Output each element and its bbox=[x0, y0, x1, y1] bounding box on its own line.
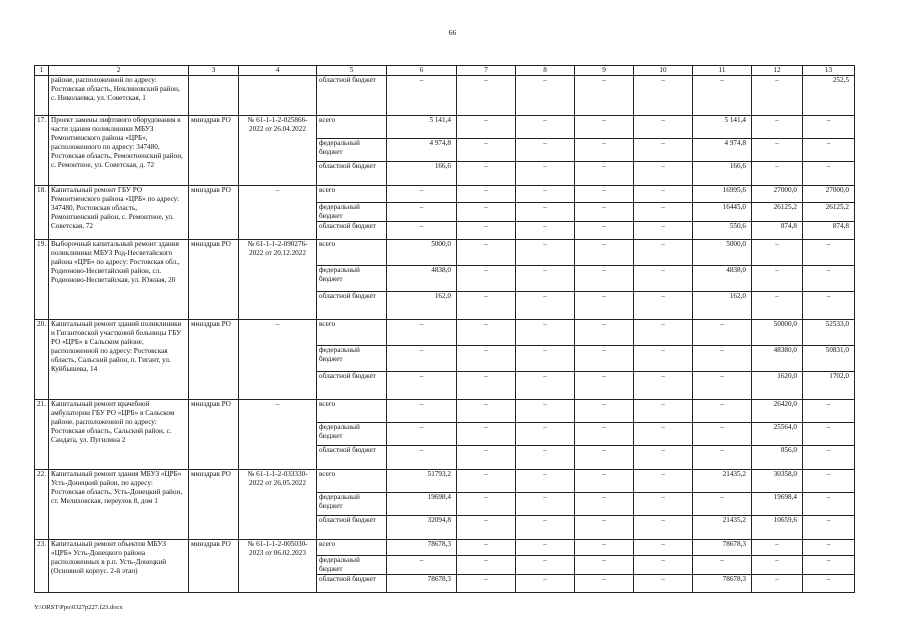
amount-cell: – bbox=[575, 575, 634, 593]
amount-cell: – bbox=[387, 76, 457, 116]
funding-source: всего bbox=[317, 540, 387, 556]
row-number: 21. bbox=[35, 400, 49, 470]
row-number: 20. bbox=[35, 320, 49, 400]
responsible-org: минздрав РО bbox=[189, 116, 239, 186]
amount-cell: 5000,0 bbox=[693, 240, 752, 266]
amount-cell: – bbox=[457, 446, 516, 470]
responsible-org bbox=[189, 76, 239, 116]
expertise-doc bbox=[239, 76, 317, 116]
amount-cell: – bbox=[752, 240, 803, 266]
funding-source: всего bbox=[317, 470, 387, 493]
object-name: Капитальный ремонт объектов МБУЗ «ЦРБ» Усть-Донецкого района расположенных в р.п. Усть-Донецкий (Основной корпус. 2-й этап) bbox=[49, 540, 189, 593]
amount-cell: – bbox=[634, 446, 693, 470]
amount-cell: – bbox=[516, 203, 575, 222]
table-row bbox=[35, 470, 855, 493]
amount-cell: 21435,2 bbox=[693, 470, 752, 493]
amount-cell: 874,8 bbox=[803, 222, 855, 240]
amount-cell: 5 141,4 bbox=[387, 116, 457, 139]
amount-cell: – bbox=[575, 186, 634, 203]
amount-cell: – bbox=[803, 540, 855, 556]
amount-cell: – bbox=[752, 292, 803, 320]
amount-cell: – bbox=[457, 516, 516, 540]
amount-cell: – bbox=[752, 76, 803, 116]
responsible-org: минздрав РО bbox=[189, 540, 239, 593]
expertise-doc: – bbox=[239, 186, 317, 240]
funding-source: всего bbox=[317, 186, 387, 203]
amount-cell: – bbox=[457, 292, 516, 320]
expertise-doc: – bbox=[239, 400, 317, 470]
amount-cell: 50831,0 bbox=[803, 346, 855, 372]
amount-cell: – bbox=[752, 575, 803, 593]
amount-cell: – bbox=[575, 540, 634, 556]
expertise-doc: № 61-1-1-2-090276-2022 от 20.12.2022 bbox=[239, 240, 317, 320]
amount-cell: – bbox=[516, 575, 575, 593]
amount-cell: – bbox=[516, 139, 575, 162]
amount-cell: – bbox=[457, 400, 516, 423]
amount-cell: – bbox=[575, 162, 634, 186]
amount-cell: – bbox=[516, 116, 575, 139]
row-number: 23. bbox=[35, 540, 49, 593]
amount-cell: – bbox=[516, 516, 575, 540]
row-number: 19. bbox=[35, 240, 49, 320]
amount-cell: – bbox=[457, 470, 516, 493]
amount-cell: – bbox=[516, 222, 575, 240]
amount-cell: – bbox=[457, 493, 516, 516]
amount-cell: – bbox=[516, 76, 575, 116]
amount-cell: – bbox=[457, 540, 516, 556]
amount-cell: – bbox=[387, 446, 457, 470]
amount-cell: 874,8 bbox=[752, 222, 803, 240]
amount-cell: – bbox=[516, 400, 575, 423]
funding-source: областной бюджет bbox=[317, 575, 387, 593]
funding-source: областной бюджет bbox=[317, 292, 387, 320]
amount-cell: – bbox=[387, 400, 457, 423]
amount-cell: – bbox=[575, 516, 634, 540]
amount-cell: – bbox=[516, 470, 575, 493]
funding-source: федеральный бюджет bbox=[317, 203, 387, 222]
object-name: Проект замены лифтового оборудования в части здания поликлиники МБУЗ Ремонтненского района «ЦРБ», расположенного по адресу: 347480, Ростовская область, Ремонтненский район, с. Ремонтное, ул. Советская, д. 72 bbox=[49, 116, 189, 186]
funding-source: всего bbox=[317, 240, 387, 266]
amount-cell: – bbox=[634, 222, 693, 240]
amount-cell: 5 141,4 bbox=[693, 116, 752, 139]
amount-cell: 48380,0 bbox=[752, 346, 803, 372]
amount-cell: – bbox=[516, 423, 575, 446]
amount-cell: – bbox=[634, 292, 693, 320]
row-number: 18. bbox=[35, 186, 49, 240]
column-number: 8 bbox=[516, 66, 575, 76]
amount-cell: – bbox=[803, 292, 855, 320]
amount-cell: – bbox=[634, 320, 693, 346]
row-number: 22. bbox=[35, 470, 49, 540]
amount-cell: – bbox=[457, 139, 516, 162]
funding-source: областной бюджет bbox=[317, 372, 387, 400]
amount-cell: – bbox=[752, 139, 803, 162]
amount-cell: – bbox=[575, 292, 634, 320]
amount-cell: – bbox=[387, 372, 457, 400]
table-row bbox=[35, 400, 855, 423]
amount-cell: 4838,0 bbox=[387, 266, 457, 292]
amount-cell: – bbox=[387, 346, 457, 372]
amount-cell: – bbox=[516, 540, 575, 556]
amount-cell: – bbox=[516, 346, 575, 372]
amount-cell: 162,0 bbox=[387, 292, 457, 320]
object-name: Капитальный ремонт здания МБУЗ «ЦРБ» Усть-Донецкий район, по адресу: Ростовская область, Усть-Донецкий район, ст. Мелиховская, переулок 8, дом 1 bbox=[49, 470, 189, 540]
amount-cell: – bbox=[575, 320, 634, 346]
amount-cell: 26420,0 bbox=[752, 400, 803, 423]
amount-cell: – bbox=[387, 556, 457, 575]
amount-cell: – bbox=[752, 162, 803, 186]
amount-cell: – bbox=[634, 372, 693, 400]
column-number: 6 bbox=[387, 66, 457, 76]
amount-cell: – bbox=[803, 139, 855, 162]
amount-cell: – bbox=[575, 446, 634, 470]
amount-cell: – bbox=[387, 203, 457, 222]
amount-cell: – bbox=[457, 116, 516, 139]
amount-cell: 27000,0 bbox=[803, 186, 855, 203]
amount-cell: – bbox=[457, 162, 516, 186]
column-number: 7 bbox=[457, 66, 516, 76]
amount-cell: 27000,0 bbox=[752, 186, 803, 203]
amount-cell: – bbox=[752, 116, 803, 139]
amount-cell: – bbox=[575, 400, 634, 423]
column-number: 10 bbox=[634, 66, 693, 76]
amount-cell: – bbox=[634, 266, 693, 292]
responsible-org: минздрав РО bbox=[189, 400, 239, 470]
amount-cell: – bbox=[634, 186, 693, 203]
column-number: 4 bbox=[239, 66, 317, 76]
budget-table bbox=[34, 65, 855, 593]
expertise-doc: № 61-1-1-2-005030-2023 от 06.02.2023 bbox=[239, 540, 317, 593]
amount-cell: 51793,2 bbox=[387, 470, 457, 493]
amount-cell: – bbox=[457, 222, 516, 240]
table-row bbox=[35, 116, 855, 139]
amount-cell: – bbox=[575, 346, 634, 372]
amount-cell: – bbox=[752, 540, 803, 556]
funding-source: областной бюджет bbox=[317, 222, 387, 240]
funding-source: федеральный бюджет bbox=[317, 266, 387, 292]
amount-cell: 856,0 bbox=[752, 446, 803, 470]
amount-cell: – bbox=[803, 446, 855, 470]
file-path-footer: Y:\ORST\Ppo\0327p227.f23.docx bbox=[34, 604, 123, 611]
amount-cell: – bbox=[634, 423, 693, 446]
amount-cell: – bbox=[516, 320, 575, 346]
amount-cell: – bbox=[575, 556, 634, 575]
amount-cell: – bbox=[693, 320, 752, 346]
amount-cell: – bbox=[516, 493, 575, 516]
amount-cell: 4838,0 bbox=[693, 266, 752, 292]
amount-cell: – bbox=[575, 203, 634, 222]
funding-source: федеральный бюджет bbox=[317, 493, 387, 516]
amount-cell: 166,6 bbox=[693, 162, 752, 186]
amount-cell: – bbox=[634, 162, 693, 186]
amount-cell: – bbox=[803, 556, 855, 575]
amount-cell: 4 974,8 bbox=[387, 139, 457, 162]
amount-cell: – bbox=[387, 186, 457, 203]
amount-cell: – bbox=[803, 516, 855, 540]
amount-cell: – bbox=[634, 346, 693, 372]
object-name: Капитальный ремонт зданий поликлиники и Гигантовской участковой больницы ГБУ РО «ЦРБ» в Сальском районе, расположенной по адресу: Ростовская область, Сальский район, п. Гигант, ул. Куйбышева, 14 bbox=[49, 320, 189, 400]
amount-cell: 10659,6 bbox=[752, 516, 803, 540]
amount-cell: – bbox=[575, 470, 634, 493]
amount-cell: 52533,0 bbox=[803, 320, 855, 346]
amount-cell: – bbox=[634, 400, 693, 423]
amount-cell: 1620,0 bbox=[752, 372, 803, 400]
amount-cell: – bbox=[693, 556, 752, 575]
amount-cell: 26125,2 bbox=[752, 203, 803, 222]
funding-source: областной бюджет bbox=[317, 76, 387, 116]
funding-source: федеральный бюджет bbox=[317, 346, 387, 372]
amount-cell: – bbox=[516, 556, 575, 575]
funding-source: областной бюджет bbox=[317, 516, 387, 540]
amount-cell: 25564,0 bbox=[752, 423, 803, 446]
object-name: Капитальный ремонт ГБУ РО Ремонтненского района «ЦРБ» по адресу: 347480, Ростовская область, Ремонтненский район, с. Ремонтное, ул. Советская, 72 bbox=[49, 186, 189, 240]
amount-cell: – bbox=[693, 446, 752, 470]
amount-cell: – bbox=[457, 186, 516, 203]
amount-cell: – bbox=[387, 222, 457, 240]
amount-cell: – bbox=[693, 346, 752, 372]
amount-cell: – bbox=[575, 423, 634, 446]
amount-cell: 78678,3 bbox=[387, 575, 457, 593]
amount-cell: – bbox=[803, 470, 855, 493]
amount-cell: 16445,0 bbox=[693, 203, 752, 222]
amount-cell: – bbox=[693, 400, 752, 423]
amount-cell: 4 974,8 bbox=[693, 139, 752, 162]
amount-cell: – bbox=[457, 240, 516, 266]
amount-cell: – bbox=[634, 493, 693, 516]
amount-cell: – bbox=[693, 423, 752, 446]
amount-cell: – bbox=[803, 116, 855, 139]
amount-cell: – bbox=[803, 400, 855, 423]
amount-cell: – bbox=[457, 320, 516, 346]
responsible-org: минздрав РО bbox=[189, 186, 239, 240]
amount-cell: – bbox=[457, 76, 516, 116]
amount-cell: – bbox=[575, 116, 634, 139]
column-number: 1 bbox=[35, 66, 49, 76]
funding-source: федеральный бюджет bbox=[317, 556, 387, 575]
expertise-doc: – bbox=[239, 320, 317, 400]
funding-source: всего bbox=[317, 400, 387, 423]
responsible-org: минздрав РО bbox=[189, 240, 239, 320]
amount-cell: 16995,6 bbox=[693, 186, 752, 203]
amount-cell: – bbox=[575, 240, 634, 266]
amount-cell: 78678,3 bbox=[387, 540, 457, 556]
amount-cell: – bbox=[803, 162, 855, 186]
amount-cell: 78678,3 bbox=[693, 540, 752, 556]
amount-cell: – bbox=[516, 186, 575, 203]
amount-cell: – bbox=[457, 346, 516, 372]
amount-cell: – bbox=[634, 516, 693, 540]
amount-cell: – bbox=[516, 372, 575, 400]
amount-cell: 21435,2 bbox=[693, 516, 752, 540]
object-name: районе, расположенной по адресу: Ростовская область, Неклиновский район, с. Николаевка, ул. Советская, 1 bbox=[49, 76, 189, 116]
funding-source: федеральный бюджет bbox=[317, 423, 387, 446]
amount-cell: 550,6 bbox=[693, 222, 752, 240]
row-number bbox=[35, 76, 49, 116]
row-number: 17. bbox=[35, 116, 49, 186]
funding-source: всего bbox=[317, 116, 387, 139]
amount-cell: 19698,4 bbox=[387, 493, 457, 516]
amount-cell: – bbox=[457, 575, 516, 593]
object-name: Выборочный капитальный ремонт здания поликлиники МБУЗ Род-Несветайского района «ЦРБ» по адресу: Ростовская обл., Родионово-Несветайский район, сл. Родионово-Несветайская, ул. Южная, 20 bbox=[49, 240, 189, 320]
amount-cell: 30358,0 bbox=[752, 470, 803, 493]
amount-cell: – bbox=[803, 240, 855, 266]
amount-cell: – bbox=[575, 139, 634, 162]
amount-cell: – bbox=[752, 556, 803, 575]
column-number: 13 bbox=[803, 66, 855, 76]
responsible-org: минздрав РО bbox=[189, 320, 239, 400]
amount-cell: – bbox=[516, 446, 575, 470]
amount-cell: – bbox=[693, 493, 752, 516]
amount-cell: – bbox=[693, 372, 752, 400]
amount-cell: – bbox=[634, 540, 693, 556]
amount-cell: – bbox=[575, 222, 634, 240]
amount-cell: – bbox=[516, 266, 575, 292]
amount-cell: – bbox=[457, 372, 516, 400]
amount-cell: – bbox=[575, 76, 634, 116]
funding-source: областной бюджет bbox=[317, 446, 387, 470]
table-row bbox=[35, 240, 855, 266]
column-number: 12 bbox=[752, 66, 803, 76]
amount-cell: – bbox=[634, 116, 693, 139]
amount-cell: 78678,3 bbox=[693, 575, 752, 593]
amount-cell: 5000,0 bbox=[387, 240, 457, 266]
funding-source: федеральный бюджет bbox=[317, 139, 387, 162]
amount-cell: 252,5 bbox=[803, 76, 855, 116]
amount-cell: – bbox=[803, 266, 855, 292]
amount-cell: 19698,4 bbox=[752, 493, 803, 516]
table-row bbox=[35, 320, 855, 346]
table-row bbox=[35, 186, 855, 203]
amount-cell: – bbox=[634, 76, 693, 116]
amount-cell: – bbox=[575, 493, 634, 516]
amount-cell: – bbox=[516, 292, 575, 320]
amount-cell: – bbox=[803, 575, 855, 593]
responsible-org: минздрав РО bbox=[189, 470, 239, 540]
amount-cell: – bbox=[693, 76, 752, 116]
amount-cell: 26125,2 bbox=[803, 203, 855, 222]
amount-cell: – bbox=[634, 470, 693, 493]
amount-cell: 162,0 bbox=[693, 292, 752, 320]
column-number: 3 bbox=[189, 66, 239, 76]
object-name: Капитальный ремонт врачебной амбулатории ГБУ РО «ЦРБ» в Сальском районе, расположенной по адресу: Ростовская область, Сальский район, с. Сандата, ул. Пугилина 2 bbox=[49, 400, 189, 470]
table-row bbox=[35, 540, 855, 556]
amount-cell: – bbox=[516, 162, 575, 186]
amount-cell: – bbox=[634, 575, 693, 593]
column-number: 2 bbox=[49, 66, 189, 76]
amount-cell: – bbox=[803, 423, 855, 446]
amount-cell: – bbox=[575, 372, 634, 400]
expertise-doc: № 61-1-1-2-025866-2022 от 26.04.2022 bbox=[239, 116, 317, 186]
amount-cell: 166,6 bbox=[387, 162, 457, 186]
amount-cell: – bbox=[803, 493, 855, 516]
amount-cell: – bbox=[575, 266, 634, 292]
expertise-doc: № 61-1-1-2-033330-2022 от 26.05.2022 bbox=[239, 470, 317, 540]
amount-cell: – bbox=[387, 423, 457, 446]
amount-cell: 1702,0 bbox=[803, 372, 855, 400]
amount-cell: – bbox=[457, 556, 516, 575]
amount-cell: – bbox=[457, 203, 516, 222]
amount-cell: – bbox=[457, 266, 516, 292]
amount-cell: – bbox=[634, 240, 693, 266]
amount-cell: – bbox=[457, 423, 516, 446]
amount-cell: – bbox=[634, 556, 693, 575]
amount-cell: – bbox=[387, 320, 457, 346]
table-row bbox=[35, 76, 855, 116]
amount-cell: – bbox=[516, 240, 575, 266]
column-number: 9 bbox=[575, 66, 634, 76]
amount-cell: – bbox=[634, 203, 693, 222]
page-number: 66 bbox=[448, 28, 457, 37]
amount-cell: 32094,8 bbox=[387, 516, 457, 540]
funding-source: областной бюджет bbox=[317, 162, 387, 186]
amount-cell: – bbox=[752, 266, 803, 292]
funding-source: всего bbox=[317, 320, 387, 346]
amount-cell: – bbox=[634, 139, 693, 162]
column-number-row bbox=[35, 66, 855, 76]
amount-cell: 50000,0 bbox=[752, 320, 803, 346]
column-number: 11 bbox=[693, 66, 752, 76]
column-number: 5 bbox=[317, 66, 387, 76]
